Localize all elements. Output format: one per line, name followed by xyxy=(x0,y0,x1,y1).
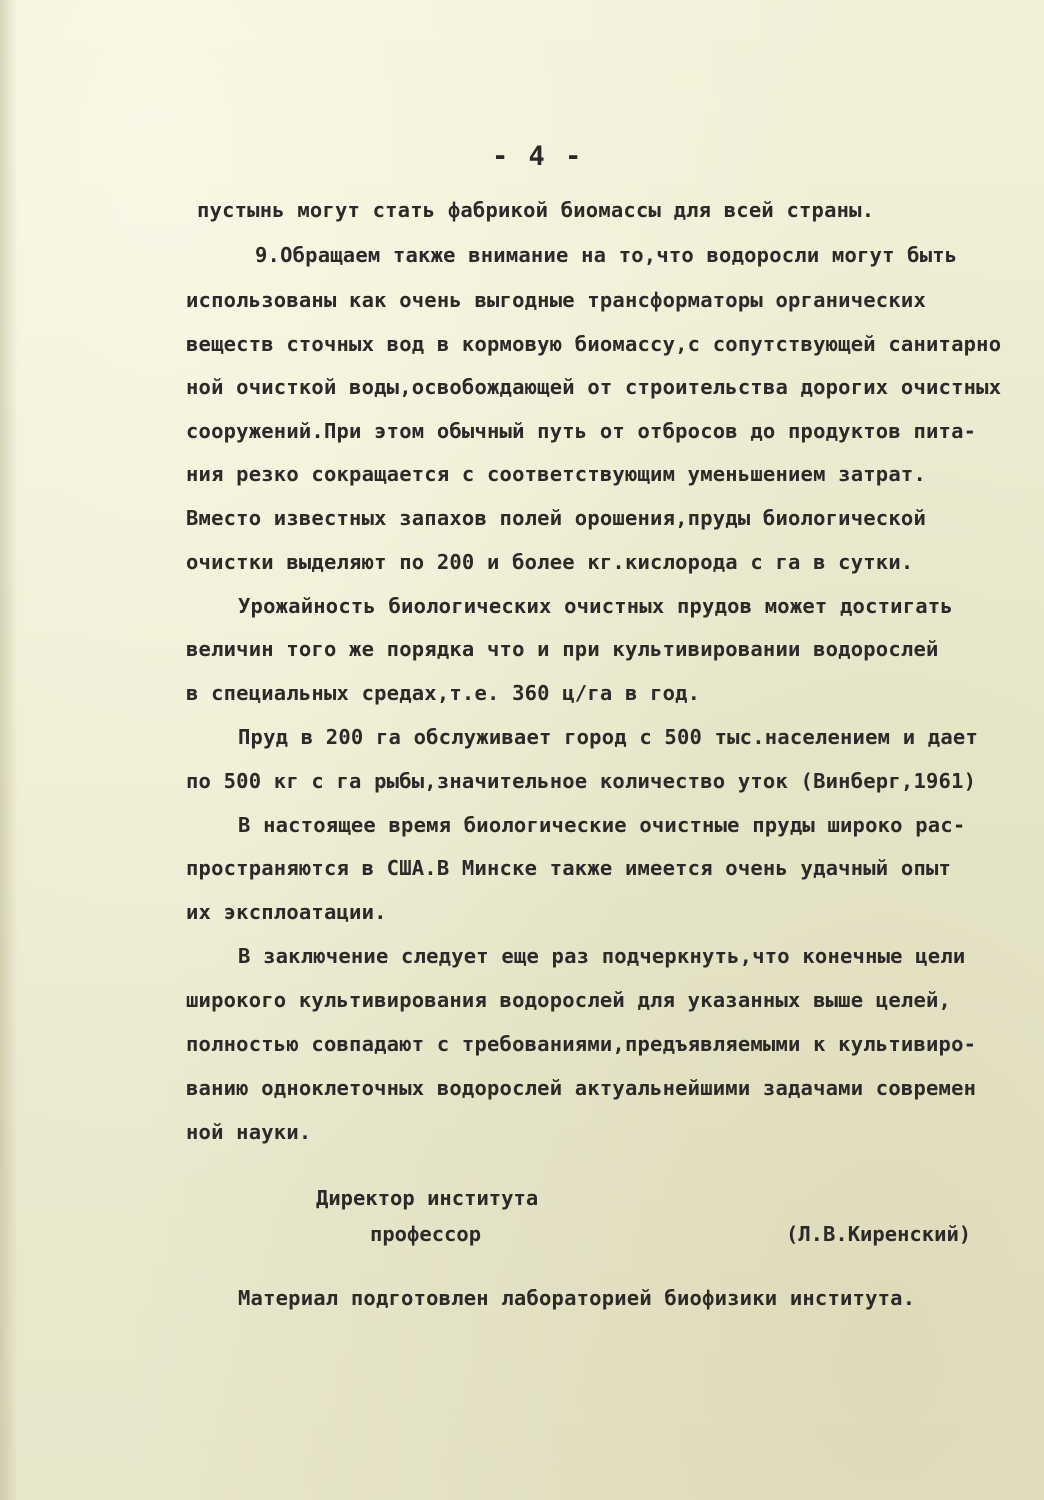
text-line: В заключение следует еще раз подчеркнуть,что конечные цели xyxy=(238,944,966,968)
text-line: использованы как очень выгодные трансформаторы органических xyxy=(186,288,926,312)
text-line: Урожайность биологических очистных прудов может достигать xyxy=(238,594,953,618)
text-line: Пруд в 200 га обслуживает город с 500 тыс.населением и дает xyxy=(238,725,978,749)
text-line: величин того же порядка что и при культивировании водорослей xyxy=(186,637,939,661)
text-line: Вместо известных запахов полей орошения,пруды биологической xyxy=(186,506,926,530)
footer-note: Материал подготовлен лабораторией биофизики института. xyxy=(238,1286,916,1310)
signatory-rank: профессор xyxy=(370,1222,482,1246)
text-line: по 500 кг с га рыбы,значительное количество уток (Винберг,1961) xyxy=(186,769,977,793)
text-line: очистки выделяют по 200 и более кг.кислорода с га в сутки. xyxy=(186,550,914,574)
text-line: в специальных средах,т.е. 360 ц/га в год. xyxy=(186,681,701,705)
signatory-name: (Л.В.Киренский) xyxy=(786,1222,972,1246)
text-line: широкого культивирования водорослей для указанных выше целей, xyxy=(186,988,952,1012)
text-line: ния резко сокращается с соответствующим уменьшением затрат. xyxy=(186,462,926,486)
text-line: веществ сточных вод в кормовую биомассу,с сопутствующей санитарно xyxy=(186,332,1002,356)
signatory-title: Директор института xyxy=(316,1186,539,1210)
text-line: их эксплоатации. xyxy=(186,900,387,924)
text-line: пространяются в США.В Минске также имеется очень удачный опыт xyxy=(186,856,952,880)
page-edge-shadow xyxy=(0,0,18,1500)
text-line: 9.Обращаем также внимание на то,что водоросли могут быть xyxy=(255,243,958,267)
text-line: пустынь могут стать фабрикой биомассы для всей страны. xyxy=(197,198,875,222)
text-line: В настоящее время биологические очистные пруды широко рас- xyxy=(238,813,966,837)
text-line: ванию одноклеточных водорослей актуальнейшими задачами современ xyxy=(186,1076,977,1100)
text-line: полностью совпадают с требованиями,предъявляемыми к культивиро- xyxy=(186,1032,977,1056)
text-line: ной науки. xyxy=(186,1120,312,1144)
text-line: сооружений.При этом обычный путь от отбросов до продуктов пита- xyxy=(186,419,977,443)
page-number: - 4 - xyxy=(492,141,584,172)
text-line: ной очисткой воды,освобождающей от строительства дорогих очистных xyxy=(186,375,1002,399)
